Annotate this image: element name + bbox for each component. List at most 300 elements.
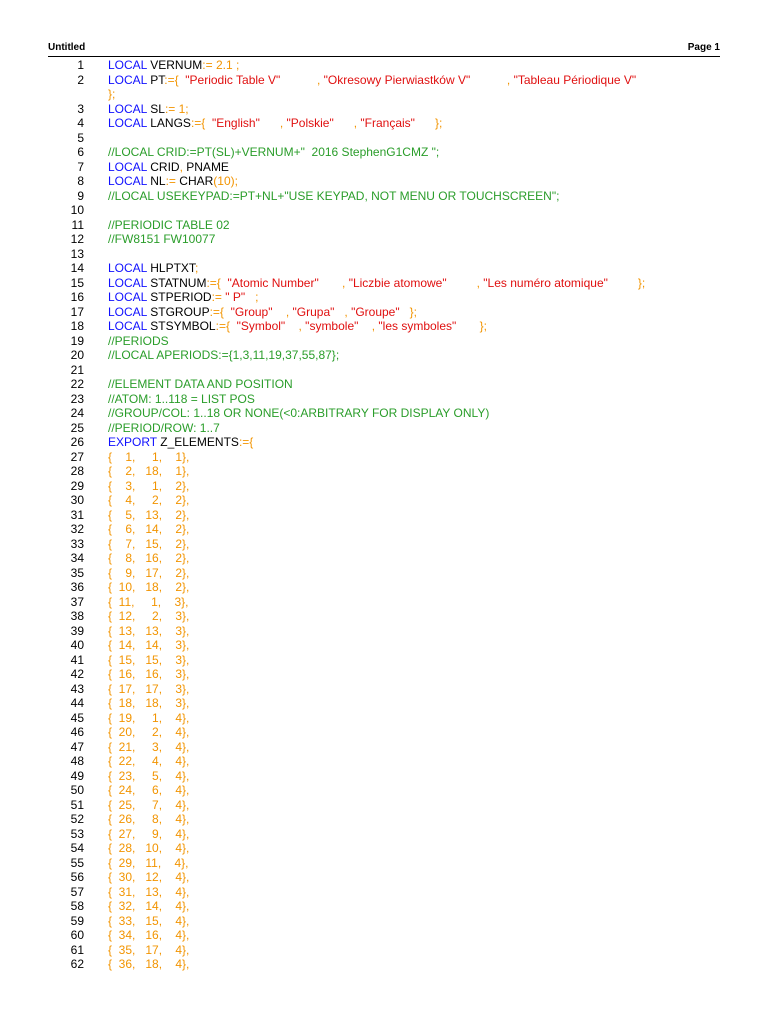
code-line [48, 595, 720, 610]
token-kw: EXPORT [108, 435, 161, 449]
token-num: :={ [215, 319, 234, 333]
token-num: { 5, 13, 2}, [108, 507, 190, 522]
token-id: Z_ELEMENTS [160, 435, 239, 449]
line-text [108, 914, 189, 929]
line-text [108, 783, 189, 798]
line-text [108, 682, 189, 697]
token-num: { 25, 7, 4}, [108, 797, 190, 812]
line-text [108, 377, 293, 392]
code-line [48, 841, 720, 856]
line-number: 41 [70, 652, 84, 667]
line-text [108, 450, 189, 465]
token-num: { 19, 1, 4}, [108, 710, 190, 725]
line-number: 60 [70, 928, 84, 942]
token-num: , [358, 319, 376, 333]
code-line [48, 435, 720, 450]
line-number: 38 [70, 609, 84, 623]
token-num: }; [456, 319, 487, 333]
token-kw: LOCAL [108, 72, 151, 87]
code-line [48, 145, 720, 160]
token-str: "Atomic Number" [224, 275, 319, 290]
token-num: , [272, 304, 290, 319]
token-num: }; [108, 87, 116, 101]
line-text [108, 696, 189, 711]
token-id: VERNUM [150, 58, 203, 72]
token-num: { 24, 6, 4}, [108, 783, 190, 797]
token-cm: //GROUP/COL: 1..18 OR NONE(<0:ARBITRARY FOR DISPLAY ONLY) [108, 406, 490, 420]
code-line [48, 305, 720, 320]
line-number: 62 [70, 957, 84, 971]
code-line [48, 392, 720, 407]
line-text [108, 798, 189, 813]
code-line [48, 450, 720, 465]
token-num: := 2.1 ; [202, 58, 240, 72]
code-line [48, 58, 720, 73]
line-text [108, 87, 115, 102]
token-num: { 4, 2, 2}, [108, 493, 190, 507]
token-str: "Symbol" [233, 319, 286, 333]
code-line [48, 740, 720, 755]
code-line [48, 508, 720, 523]
line-number: 24 [70, 406, 84, 420]
line-number: 32 [70, 522, 84, 536]
code-line [48, 856, 720, 871]
line-number: 40 [70, 638, 84, 652]
token-kw: LOCAL [108, 116, 151, 130]
token-num: { 6, 14, 2}, [108, 522, 190, 536]
line-text [108, 232, 215, 247]
token-num: , [259, 116, 284, 130]
line-text [108, 609, 189, 624]
token-num: { 23, 5, 4}, [108, 768, 190, 783]
line-number: 29 [70, 478, 84, 493]
line-text [108, 348, 339, 363]
code-line [48, 609, 720, 624]
token-str: "Group" [227, 304, 273, 319]
code-line [48, 247, 720, 262]
token-num: , [285, 319, 302, 333]
line-text [108, 899, 189, 914]
line-text [108, 595, 189, 610]
line-text [108, 102, 189, 117]
token-num: { 12, 2, 3}, [108, 609, 190, 623]
token-kw: LOCAL [108, 58, 151, 72]
token-kw: LOCAL [108, 101, 151, 116]
line-number: 48 [70, 754, 84, 768]
token-num: { 20, 2, 4}, [108, 725, 190, 739]
line-text [108, 943, 189, 958]
line-text [108, 522, 189, 537]
line-number: 61 [70, 942, 84, 957]
line-number: 59 [70, 913, 84, 928]
token-kw: LOCAL [108, 275, 151, 290]
line-text [108, 957, 189, 972]
line-number: 35 [70, 565, 84, 580]
token-num: :={ [238, 435, 254, 449]
code-line [48, 276, 720, 291]
code-line [48, 957, 720, 972]
line-number: 33 [70, 536, 84, 551]
code-line [48, 928, 720, 943]
token-str: "Okresowy Pierwiastków V" [320, 72, 471, 87]
line-text [108, 856, 189, 871]
token-kw: LOCAL [108, 290, 151, 304]
token-num: { 1, 1, 1}, [108, 449, 190, 464]
line-text [108, 551, 189, 566]
code-line [48, 638, 720, 653]
code-line [48, 421, 720, 436]
token-id: PT [150, 72, 165, 87]
line-number: 42 [70, 667, 84, 681]
token-num: { 2, 18, 1}, [108, 464, 190, 478]
token-num: { 18, 18, 3}, [108, 696, 190, 710]
line-number: 22 [70, 377, 84, 391]
line-text [108, 174, 238, 189]
token-kw: LOCAL [108, 304, 151, 319]
token-num: , [280, 72, 321, 87]
line-number: 34 [70, 551, 84, 565]
line-number: 11 [71, 217, 84, 232]
line-number: 52 [70, 812, 84, 826]
token-num: , [334, 304, 348, 319]
code-line [48, 189, 720, 204]
line-number: 16 [70, 290, 84, 304]
line-number: 17 [70, 304, 84, 319]
token-num: }; [414, 116, 443, 130]
line-number: 39 [70, 623, 84, 638]
token-num: ; [194, 261, 199, 275]
token-str: "Polskie" [283, 116, 334, 130]
line-text [108, 566, 189, 581]
token-kw: LOCAL [108, 174, 151, 188]
line-number: 51 [70, 797, 84, 812]
code-line [48, 580, 720, 595]
token-id: STGROUP [150, 304, 210, 319]
code-line [48, 73, 720, 88]
token-str: " P" [225, 290, 246, 304]
line-number: 14 [70, 261, 84, 275]
code-line [48, 682, 720, 697]
line-number: 21 [70, 362, 84, 377]
token-cm: //ELEMENT DATA AND POSITION [108, 377, 293, 391]
token-num: }; [399, 304, 417, 319]
line-text [108, 392, 255, 407]
token-num: { 17, 17, 3}, [108, 681, 190, 696]
token-num: , [318, 275, 346, 290]
page-number: Page 1 [687, 42, 720, 53]
line-number: 7 [77, 159, 84, 174]
token-str: "les symboles" [375, 319, 457, 333]
line-number: 12 [70, 232, 84, 246]
code-line [48, 218, 720, 233]
token-num: := [165, 174, 180, 188]
token-num: { 30, 12, 4}, [108, 870, 190, 884]
code-line [48, 725, 720, 740]
line-text [108, 479, 189, 494]
code-line [48, 174, 720, 189]
token-id: SL [150, 101, 165, 116]
token-cm: //FW8151 FW10077 [108, 232, 216, 246]
line-text [108, 769, 189, 784]
token-num: { 36, 18, 4}, [108, 957, 190, 971]
code-line [48, 406, 720, 421]
line-text [108, 725, 189, 740]
line-number: 8 [77, 174, 84, 188]
line-number: 28 [70, 464, 84, 478]
line-number: 36 [70, 580, 84, 594]
token-num: :={ [209, 304, 228, 319]
token-num: { 15, 15, 3}, [108, 652, 190, 667]
token-num: { 11, 1, 3}, [108, 594, 189, 609]
line-number: 3 [77, 101, 84, 116]
line-number: 57 [70, 884, 84, 899]
token-str: "Liczbie atomowe" [345, 275, 447, 290]
line-text [108, 493, 189, 508]
token-num: , [333, 116, 358, 130]
line-number: 2 [77, 72, 84, 87]
line-text [108, 218, 230, 233]
token-str: "Groupe" [347, 304, 400, 319]
code-line [48, 493, 720, 508]
line-number: 9 [77, 188, 84, 203]
token-num: { 14, 14, 3}, [108, 638, 190, 652]
line-text [108, 638, 189, 653]
code-line [48, 899, 720, 914]
token-str: "Grupa" [289, 304, 335, 319]
line-text [108, 464, 189, 479]
code-line [48, 754, 720, 769]
line-number: 47 [70, 739, 84, 754]
token-num: { 31, 13, 4}, [108, 884, 190, 899]
line-text [108, 73, 636, 88]
token-num: { 27, 9, 4}, [108, 826, 190, 841]
line-text [108, 870, 189, 885]
code-line [48, 885, 720, 900]
token-id: STPERIOD [150, 290, 212, 304]
line-number: 53 [70, 826, 84, 841]
code-line [48, 870, 720, 885]
token-cm: //LOCAL USEKEYPAD:=PT+NL+"USE KEYPAD, NOT MENU OR TOUCHSCREEN"; [108, 188, 560, 203]
token-num: { 9, 17, 2}, [108, 565, 190, 580]
line-number: 4 [77, 116, 84, 130]
line-text [108, 624, 189, 639]
token-id: CRID [150, 159, 180, 174]
line-number: 37 [70, 594, 84, 609]
token-cm: //LOCAL CRID:=PT(SL)+VERNUM+" 2016 StephenG1CMZ "; [108, 145, 440, 159]
code-line [48, 334, 720, 349]
line-text [108, 537, 189, 552]
code-line [48, 783, 720, 798]
token-num: { 35, 17, 4}, [108, 942, 190, 957]
line-number: 55 [70, 855, 84, 870]
line-number: 54 [70, 841, 84, 855]
token-str: "Periodic Table V" [181, 72, 281, 87]
line-text [108, 885, 189, 900]
token-cm: //LOCAL APERIODS:={1,3,11,19,37,55,87}; [108, 348, 340, 362]
line-text [108, 319, 487, 334]
code-line [48, 348, 720, 363]
line-text [108, 711, 189, 726]
token-num: ; [245, 290, 259, 304]
line-number: 44 [70, 696, 84, 710]
token-num: }; [607, 275, 646, 290]
token-num: , [446, 275, 480, 290]
line-text [108, 160, 229, 175]
line-number: 19 [70, 333, 84, 348]
token-id: PNAME [186, 159, 229, 174]
line-number: 25 [70, 420, 84, 435]
line-text [108, 841, 189, 856]
token-cm: //ATOM: 1..118 = LIST POS [108, 391, 255, 406]
token-num: :={ [164, 72, 182, 87]
line-text [108, 189, 559, 204]
code-line [48, 290, 720, 305]
token-num: { 34, 16, 4}, [108, 928, 190, 942]
code-line [48, 522, 720, 537]
code-line [48, 812, 720, 827]
code-line [48, 711, 720, 726]
token-num: := 1; [164, 101, 189, 116]
line-number: 50 [70, 783, 84, 797]
token-id: STSYMBOL [150, 319, 216, 333]
code-line [48, 479, 720, 494]
token-num: { 28, 10, 4}, [108, 841, 190, 855]
code-line [48, 319, 720, 334]
line-text [108, 261, 198, 276]
page-header [48, 40, 720, 57]
line-number: 26 [70, 435, 84, 449]
token-num: (10); [213, 174, 238, 188]
token-kw: LOCAL [108, 319, 151, 333]
token-kw: LOCAL [108, 261, 151, 275]
line-text [108, 406, 489, 421]
line-number: 49 [70, 768, 84, 783]
token-num: { 33, 15, 4}, [108, 913, 190, 928]
line-number: 30 [70, 493, 84, 507]
token-str: "Français" [357, 116, 415, 130]
code-line [48, 653, 720, 668]
line-text [108, 827, 189, 842]
line-text [108, 58, 239, 73]
code-line [48, 203, 720, 218]
code-line [48, 116, 720, 131]
token-num: { 13, 13, 3}, [108, 623, 190, 638]
code-line [48, 261, 720, 276]
code-line [48, 464, 720, 479]
code-line [48, 537, 720, 552]
line-text [108, 653, 189, 668]
code-line [48, 131, 720, 146]
token-str: "Les numéro atomique" [479, 275, 608, 290]
line-text [108, 116, 442, 131]
line-number: 45 [70, 710, 84, 725]
code-line [48, 87, 720, 102]
line-text [108, 812, 189, 827]
line-number: 5 [77, 130, 84, 145]
token-kw: LOCAL [108, 159, 151, 174]
line-text [108, 667, 189, 682]
token-num: { 16, 16, 3}, [108, 667, 190, 681]
token-id: CHAR [179, 174, 214, 188]
line-text [108, 421, 220, 436]
line-number: 13 [70, 246, 84, 261]
token-str: "Tableau Périodique V" [510, 72, 637, 87]
token-num: { 29, 11, 4}, [108, 855, 189, 870]
token-id: LANGS [150, 116, 191, 130]
token-cm: //PERIOD/ROW: 1..7 [108, 420, 220, 435]
token-str: "symbole" [301, 319, 359, 333]
line-text [108, 334, 169, 349]
line-number: 31 [70, 507, 84, 522]
line-text [108, 145, 439, 160]
token-cm: //PERIODS [108, 333, 169, 348]
token-num: { 3, 1, 2}, [108, 478, 190, 493]
token-cm: //PERIODIC TABLE 02 [108, 217, 230, 232]
code-line [48, 566, 720, 581]
document-title: Untitled [48, 42, 86, 53]
line-number: 27 [70, 449, 84, 464]
token-num: { 26, 8, 4}, [108, 812, 190, 826]
line-number: 58 [70, 899, 84, 913]
code-line [48, 769, 720, 784]
line-number: 20 [70, 348, 84, 362]
token-str: "English" [208, 116, 260, 130]
line-number: 1 [77, 58, 84, 72]
code-line [48, 377, 720, 392]
code-line [48, 827, 720, 842]
line-number: 23 [70, 391, 84, 406]
token-num: { 32, 14, 4}, [108, 899, 190, 913]
code-line [48, 102, 720, 117]
token-num: { 8, 16, 2}, [108, 551, 190, 565]
line-number: 46 [70, 725, 84, 739]
code-line [48, 363, 720, 378]
code-line [48, 160, 720, 175]
line-text [108, 305, 417, 320]
token-id: HLPTXT [150, 261, 195, 275]
line-number: 43 [70, 681, 84, 696]
token-num: := [211, 290, 226, 304]
line-number: 10 [70, 203, 84, 217]
code-line [48, 914, 720, 929]
code-line [48, 943, 720, 958]
line-text [108, 754, 189, 769]
code-line [48, 798, 720, 813]
line-text [108, 740, 189, 755]
token-id: STATNUM [150, 275, 207, 290]
line-text [108, 928, 189, 943]
token-id: NL [150, 174, 166, 188]
token-num: { 22, 4, 4}, [108, 754, 190, 768]
token-num: , [470, 72, 511, 87]
code-line [48, 232, 720, 247]
token-num: , [179, 159, 187, 174]
line-text [108, 276, 645, 291]
line-text [108, 508, 189, 523]
line-number: 15 [70, 275, 84, 290]
code-line [48, 624, 720, 639]
line-number: 56 [70, 870, 84, 884]
token-num: { 21, 3, 4}, [108, 739, 190, 754]
code-line [48, 667, 720, 682]
code-line [48, 696, 720, 711]
token-num: { 7, 15, 2}, [108, 536, 190, 551]
line-text [108, 290, 258, 305]
token-num: :={ [206, 275, 225, 290]
code-listing [48, 58, 720, 972]
token-num: { 10, 18, 2}, [108, 580, 190, 594]
line-number: 18 [70, 319, 84, 333]
